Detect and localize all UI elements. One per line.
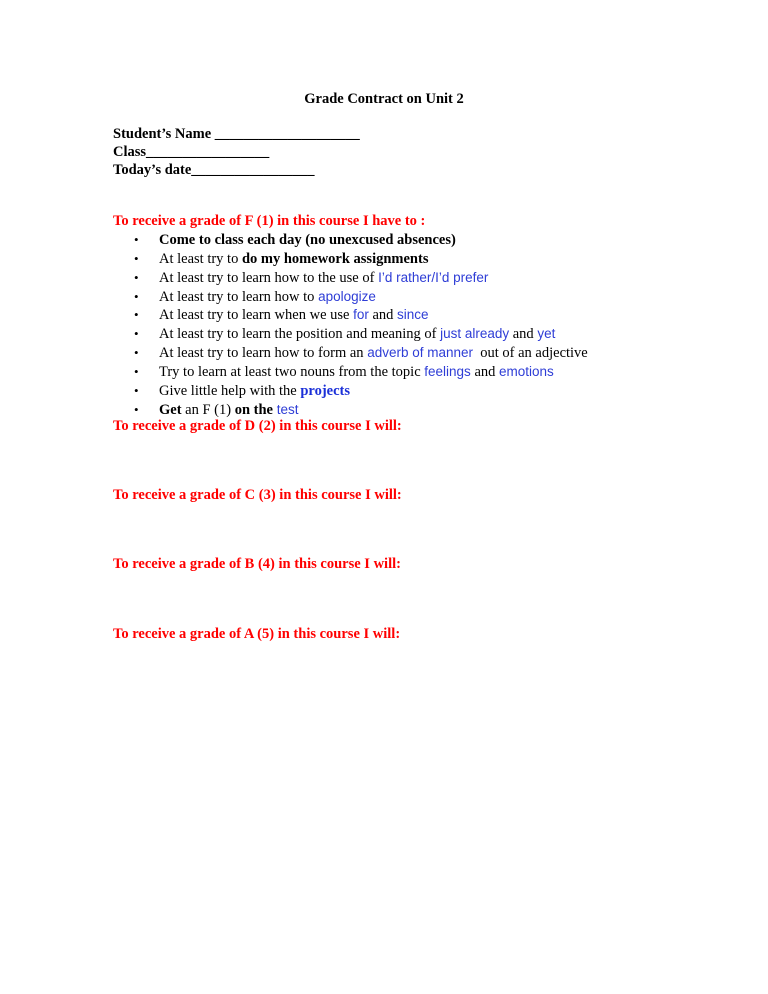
- item-text: At least try to learn the position and meaning of: [159, 326, 441, 343]
- item-topic: just already: [440, 326, 510, 342]
- bullet-icon: •: [134, 345, 139, 361]
- item-topic: emotions: [499, 363, 554, 379]
- bullet-icon: •: [134, 382, 139, 398]
- item-text: At least try to learn how to the use of: [159, 269, 379, 286]
- list-item: [113, 231, 673, 250]
- item-text: At least try to learn when we use: [159, 307, 354, 324]
- bullet-icon: •: [134, 250, 139, 266]
- item-text: At least try to learn how to form an: [159, 345, 368, 362]
- page-title: Grade Contract on Unit 2: [304, 91, 464, 107]
- grade-d-heading: To receive a grade of D (2) in this course I will:: [113, 418, 402, 434]
- item-topic: test: [273, 401, 299, 417]
- item-text: Come to class each day (no unexcused absences): [159, 232, 456, 248]
- item-topic: I’d rather/I’d prefer: [378, 269, 489, 285]
- item-topic: for: [353, 307, 369, 323]
- item-topic: apologize: [318, 288, 376, 304]
- item-topic: feelings: [424, 363, 471, 379]
- item-text: Give little help with the: [159, 382, 301, 399]
- list-item: [113, 306, 673, 325]
- bullet-icon: •: [134, 401, 139, 417]
- item-emphasis: on the: [234, 401, 273, 418]
- item-topic: adverb of manner: [367, 345, 473, 361]
- item-emphasis: Get: [159, 401, 182, 418]
- list-item: [113, 288, 673, 307]
- student-name-field: Student’s Name ____________________: [113, 126, 360, 142]
- item-text: and: [368, 307, 398, 324]
- todays-date-field: Today’s date_________________: [113, 162, 315, 178]
- grade-f-heading: To receive a grade of F (1) in this course I have to :: [113, 213, 426, 229]
- list-item: [113, 344, 673, 363]
- bullet-icon: •: [134, 307, 139, 323]
- item-text: At least try to: [159, 250, 242, 267]
- list-item: [113, 325, 673, 344]
- item-text: Try to learn at least two nouns from the topic: [159, 363, 425, 380]
- grade-a-heading: To receive a grade of A (5) in this course I will:: [113, 626, 401, 642]
- grade-c-heading: To receive a grade of C (3) in this course I will:: [113, 487, 402, 503]
- bullet-icon: •: [134, 232, 139, 247]
- bullet-icon: •: [134, 326, 139, 342]
- grade-b-heading: To receive a grade of B (4) in this course I will:: [113, 556, 401, 572]
- list-item: [113, 250, 673, 269]
- bullet-icon: •: [134, 363, 139, 379]
- list-item: [113, 363, 673, 382]
- item-topic: since: [397, 307, 429, 323]
- list-item: [113, 269, 673, 288]
- item-topic: yet: [537, 326, 556, 342]
- grade-f-requirements-list: [113, 231, 673, 419]
- item-text: and: [509, 326, 538, 343]
- list-item: [113, 382, 673, 401]
- bullet-icon: •: [134, 288, 139, 304]
- item-topic: projects: [300, 382, 351, 399]
- item-text: out of an adjective: [473, 345, 588, 362]
- item-text: and: [470, 363, 499, 380]
- item-emphasis: do my homework assignments: [241, 250, 429, 267]
- item-text: At least try to learn how to: [159, 288, 319, 305]
- class-field: Class_________________: [113, 144, 270, 160]
- bullet-icon: •: [134, 269, 139, 285]
- item-text: an F (1): [181, 401, 235, 418]
